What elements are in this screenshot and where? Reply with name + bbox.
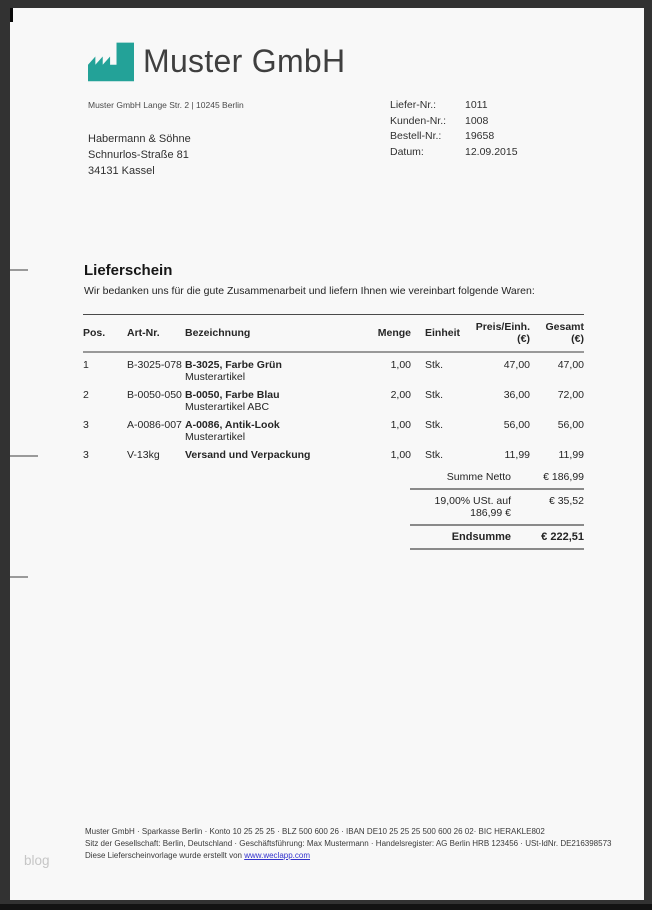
tax-value: € 35,52 [548,495,584,507]
col-header-art-nr: Art-Nr. [127,315,185,353]
total-value: € 222,51 [541,531,584,543]
item-desc: Musterartikel [185,371,246,383]
tax-row [410,488,584,524]
total-row [410,524,584,548]
table-row [83,352,584,383]
cell-pos: 3 [83,449,89,461]
cell-pos: 1 [83,359,89,371]
footer-legal-line: Sitz der Gesellschaft: Berlin, Deutschland · Geschäftsführung: Max Mustermann · Handelsregister: AG Berlin HRB 123456 · USt-IdNr. DE216398573 [85,839,612,848]
col-header-pos: Pos. [83,315,127,353]
col-header-preis: Preis/Einh. (€) [473,315,530,353]
cell-gesamt: 47,00 [557,359,584,371]
item-name: B-0050, Farbe Blau [185,389,280,401]
fold-mark [10,455,38,457]
col-header-bezeichnung: Bezeichnung [185,315,363,353]
footer [85,826,611,862]
table-row [83,383,584,413]
company-name: Muster GmbH [143,43,346,79]
meta-row-kunden-nr [390,114,590,130]
netto-value: € 186,99 [543,471,584,483]
cell-einheit: Stk. [425,359,444,371]
total-label: Endsumme [451,531,511,543]
cell-preis: 11,99 [504,449,530,461]
meta-value: 19658 [465,130,495,142]
item-desc: Musterartikel ABC [185,401,270,413]
meta-label: Kunden-Nr.: [390,114,447,127]
item-name: A-0086, Antik-Look [185,419,280,431]
cell-bezeichnung [185,352,363,383]
totals-bottom-rule [410,548,584,550]
item-desc: Musterartikel [185,431,246,443]
meta-row-liefer-nr [390,98,590,114]
cell-menge: 2,00 [390,389,411,401]
cell-preis: 47,00 [503,359,530,371]
totals-block [410,466,584,550]
cell-einheit: Stk. [425,419,444,431]
col-header-einheit: Einheit [411,315,473,353]
sender-line: Muster GmbH Lange Str. 2 | 10245 Berlin [88,100,244,110]
cell-bezeichnung [185,443,363,473]
footer-bank-line: Muster GmbH · Sparkasse Berlin · Konto 10 25 25 25 · BLZ 500 600 26 · IBAN DE10 25 25 25 500 600 26 02· BIC HERAKLE802 [85,827,545,836]
meta-row-datum [390,145,590,161]
meta-label: Liefer-Nr.: [390,99,437,111]
cell-bezeichnung [185,413,363,443]
netto-label: Summe Netto [446,471,511,483]
tax-label: 19,00% USt. auf 186,99 € [434,495,511,519]
cell-art-nr: B-0050-050 [127,389,182,401]
fold-mark [10,269,28,271]
cell-gesamt: 72,00 [557,389,584,401]
meta-value: 1008 [465,114,489,127]
col-header-gesamt: Gesamt (€) [530,315,584,353]
items-table [83,314,584,473]
recipient-street: Schnurlos-Straße 81 [88,149,189,161]
cell-bezeichnung [185,383,363,413]
intro-text: Wir bedanken uns für die gute Zusammenarbeit und liefern Ihnen wie vereinbart folgende Waren: [84,285,535,297]
footer-credit-line [85,850,611,862]
meta-label: Datum: [390,145,424,158]
cell-menge: 1,00 [390,449,411,461]
cell-pos: 3 [83,419,89,431]
corner-mark [10,8,13,22]
cell-art-nr: A-0086-007 [127,419,182,431]
factory-icon [88,40,134,83]
weclapp-link[interactable]: www.weclapp.com [244,851,311,860]
cell-menge: 1,00 [390,359,411,371]
meta-value: 12.09.2015 [465,145,518,158]
table-header-row [83,315,584,353]
recipient-city: 34131 Kassel [88,165,155,177]
recipient-address [88,131,191,179]
blog-watermark: blog [24,853,50,868]
netto-row [410,466,584,488]
fold-mark [10,576,28,578]
cell-einheit: Stk. [425,449,444,461]
frame-bottom-edge [0,904,652,910]
item-name: Versand und Verpackung [185,449,311,461]
cell-einheit: Stk. [425,389,444,401]
cell-preis: 56,00 [503,419,530,431]
cell-gesamt: 56,00 [557,419,584,431]
cell-menge: 1,00 [390,419,411,431]
meta-value: 1011 [465,99,488,111]
table-row [83,413,584,443]
page-title: Lieferschein [84,262,173,279]
cell-preis: 36,00 [503,389,530,401]
col-header-menge: Menge [363,315,411,353]
recipient-name: Habermann & Söhne [88,133,191,145]
cell-gesamt: 11,99 [558,449,584,461]
item-name: B-3025, Farbe Grün [185,359,282,371]
cell-art-nr: B-3025-078 [127,359,182,371]
meta-row-bestell-nr [390,129,590,145]
cell-pos: 2 [83,389,89,401]
document-meta [390,98,590,160]
cell-art-nr: V-13kg [127,449,160,461]
meta-label: Bestell-Nr.: [390,130,442,142]
footer-credit-prefix: Diese Lieferscheinvorlage wurde erstellt von [85,851,245,860]
